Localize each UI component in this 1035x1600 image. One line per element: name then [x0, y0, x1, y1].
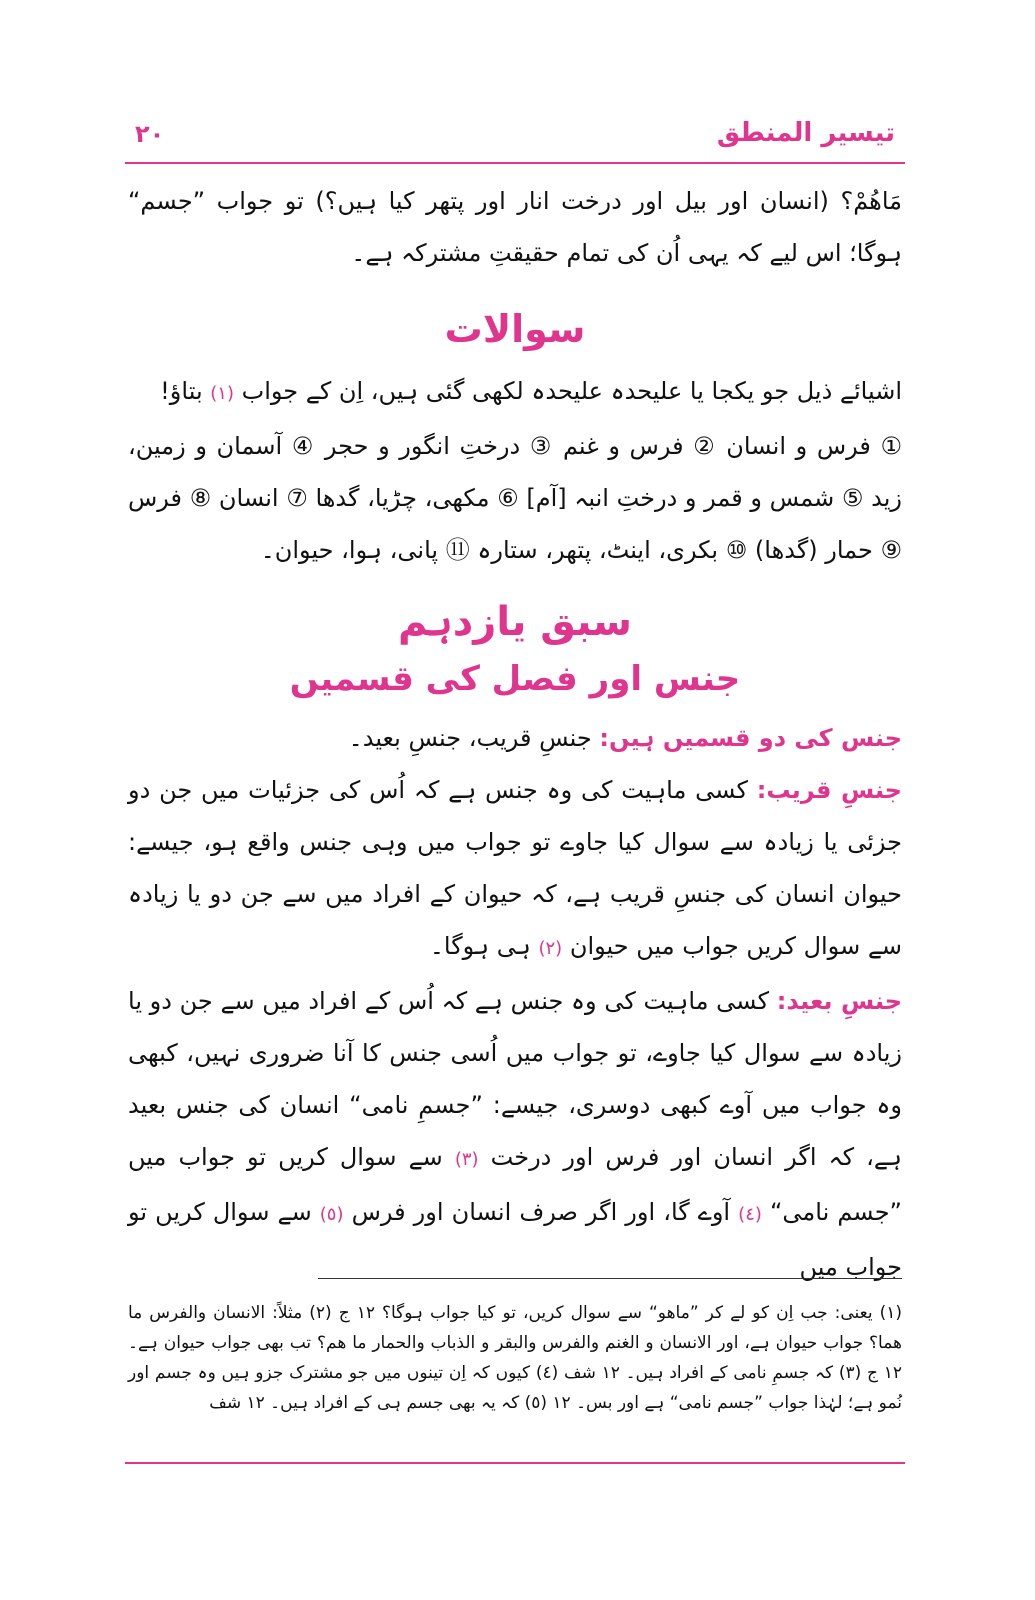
far-genus-key: جنسِ بعید: — [776, 987, 902, 1015]
genus-types-text: جنسِ قریب، جنسِ بعید۔ — [348, 724, 592, 752]
far-genus-paragraph — [128, 975, 902, 1293]
footnotes-text: (١) یعنی: جب اِن کو لے کر ”ماھو“ سے سوال کریں، تو کیا جواب ہوگا؟ ١٢ ج (٢) مثلاً: الانسان والفرس ما هما؟ جواب حیوان ہے، اور الانسان و الغنم والفرس والبقر و الذباب والحمار ما هم؟ تب بھی جواب حیوان ہے۔ ١٢ ج (٣) کہ جسمِ نامی کے افراد ہیں۔ ١٢ شف (٤) کیوں کہ اِن تینوں میں جو مشترک جزو ہیں وہ جسم اور نُمو ہے؛ لہٰذا جواب ”جسم نامی“ ہے اور بس۔ ١٢ (٥) کہ یہ بھی جسم ہی کے افراد ہیں۔ ١٢ شف — [128, 1303, 902, 1413]
page-body — [128, 175, 902, 1293]
far-genus-text-d: سے سوال کریں تو جواب میں — [128, 1198, 902, 1281]
lesson-subtitle: جنس اور فصل کی قسمیں — [289, 659, 741, 699]
genus-types-paragraph — [128, 712, 902, 764]
book-title: تیسیر المنطق — [716, 118, 895, 148]
far-genus-text-c: آوے گا، اور اگر صرف انسان اور فرس — [351, 1198, 731, 1226]
page-header — [125, 112, 905, 164]
far-genus-text-b: سے سوال کریں تو جواب میں ”جسم نامی“ — [128, 1143, 902, 1226]
bottom-divider — [125, 1462, 905, 1464]
intro-paragraph: مَاهُمْ؟ (انسان اور بیل اور درخت انار اور پتھر کیا ہیں؟) تو جواب ”جسم“ ہوگا؛ اس لیے کہ یہی اُن کی تمام حقیقتِ مشترکہ ہے۔ — [128, 187, 902, 267]
near-genus-end: ہی ہوگا۔ — [429, 932, 531, 960]
footnote-marker-3: (٣) — [454, 1149, 479, 1170]
genus-types-key: جنس کی دو قسمیں ہیں: — [599, 724, 902, 752]
near-genus-key: جنسِ قریب: — [756, 776, 902, 804]
page-number: ٢٠ — [135, 120, 165, 148]
footnote-marker-1: (١) — [210, 383, 234, 404]
footnote-marker-4: (٤) — [738, 1204, 762, 1225]
footnote-divider — [318, 1278, 902, 1279]
questions-prompt-end: بتاؤ! — [160, 377, 203, 405]
footnote-marker-5: (٥) — [319, 1204, 344, 1225]
far-genus-text-a: کسی ماہیت کی وہ جنس ہے کہ اُس کے افراد میں سے جن دو یا زیادہ سے سوال کیا جاوے، تو جواب میں اُسی جنس کا آنا ضروری نہیں، کبھی وہ جواب میں آوے کبھی دوسری، جیسے: ”جسمِ نامی“ انسان کی جنس بعید ہے، کہ اگر انسان اور فرس اور درخت — [128, 987, 902, 1171]
questions-prompt-text: اشیائے ذیل جو یکجا یا علیحدہ علیحدہ لکھی گئی ہیں، اِن کے جواب — [241, 377, 902, 405]
lesson-title: سبق یازدہم — [397, 599, 633, 645]
footnote-marker-2: (٢) — [538, 938, 563, 959]
near-genus-paragraph — [128, 764, 902, 975]
footnotes — [128, 1298, 902, 1418]
questions-prompt — [128, 365, 902, 420]
questions-list: ① فرس و انسان ② فرس و غنم ③ درختِ انگور و حجر ④ آسمان و زمین، زید ⑤ شمس و قمر و درختِ انبہ [آم] ⑥ مکھی، چڑیا، گدھا ⑦ انسان ⑧ فرس ⑨ حمار (گدھا) ⑩ بکری، اینٹ، پتھر، ستارہ ⑪ پانی، ہوا، حیوان۔ — [128, 432, 902, 564]
questions-heading: سوالات — [444, 307, 586, 351]
near-genus-text: کسی ماہیت کی وہ جنس ہے کہ اُس کی جزئیات میں جن دو جزئی یا زیادہ سے سوال کیا جاوے تو جواب میں وہی جنس واقع ہو، جیسے: حیوان انسان کی جنسِ قریب ہے، کہ حیوان کے افراد میں سے جن دو یا زیادہ سے سوال کریں جواب میں حیوان — [128, 776, 902, 960]
